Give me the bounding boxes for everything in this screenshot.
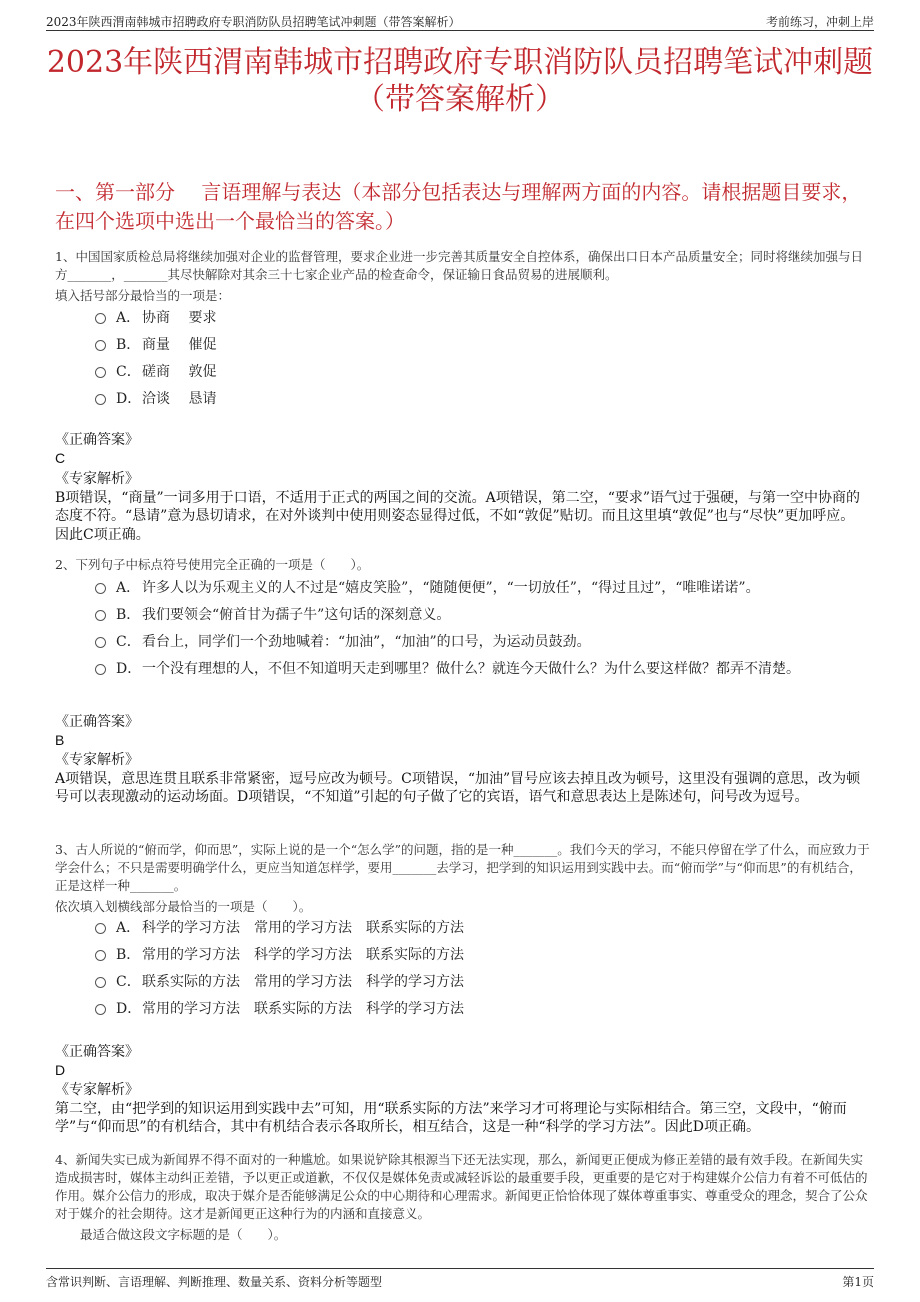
analysis-label: 《专家解析》	[55, 1082, 139, 1098]
header-title: 2023年陕西渭南韩城市招聘政府专职消防队员招聘笔试冲刺题（带答案解析）	[46, 15, 461, 29]
footer-text: 含常识判断、言语理解、判断推理、数量关系、资料分析等题型	[46, 1275, 383, 1289]
radio-icon[interactable]	[95, 394, 106, 405]
analysis-label: 《专家解析》	[55, 471, 139, 487]
option-b[interactable]: B． 常用的学习方法 科学的学习方法 联系实际的方法	[95, 942, 464, 969]
question-3-analysis	[55, 1081, 865, 1137]
radio-icon[interactable]	[95, 977, 106, 988]
question-4-stem: 4、新闻失实已成为新闻界不得不面对的一种尴尬。如果说铲除其根源当下还无法实现，那么，新闻更正便成为修正差错的最有效手段。在新闻失实造成损害时，媒体主动纠正差错，予以更正或道歉，不仅仅是媒体免责或减轻诉讼的最重要手段，更重要的是它对于构建媒介公信力有着不可低估的作用。媒介公信力的形成，取决于媒介是否能够满足公众的中心期待和心理需求。新闻更正恰恰体现了媒体尊重事实、尊重受众的理念，契合了公众对于媒介的社会期待。这才是新闻更正这种行为的内涵和直接意义。	[55, 1152, 868, 1221]
question-1-prompt: 填入括号部分最恰当的一项是：	[55, 288, 231, 303]
question-2-stem: 2、下列句子中标点符号使用完全正确的一项是（ ）。	[55, 557, 370, 572]
document-title	[40, 44, 880, 118]
option-b[interactable]: B． 商量 催促	[95, 332, 216, 359]
question-3-answer	[55, 1043, 865, 1079]
title-line-1: 2023年陕西渭南韩城市招聘政府专职消防队员招聘笔试冲刺题	[46, 45, 874, 80]
page-footer	[46, 1268, 874, 1290]
option-a[interactable]: A． 科学的学习方法 常用的学习方法 联系实际的方法	[95, 915, 464, 942]
answer-label: 《正确答案》	[55, 714, 139, 730]
radio-icon[interactable]	[95, 950, 106, 961]
question-2-answer	[55, 713, 865, 749]
header-slogan: 考前练习，冲刺上岸	[765, 15, 874, 29]
section-heading: 一、第一部分 言语理解与表达（本部分包括表达与理解两方面的内容。请根据题目要求，在四个选项中选出一个最恰当的答案。）	[55, 180, 862, 233]
radio-icon[interactable]	[95, 610, 106, 621]
option-b[interactable]: B． 我们要领会“俯首甘为孺子牛”这句话的深刻意义。	[95, 602, 800, 629]
analysis-label: 《专家解析》	[55, 752, 139, 768]
radio-icon[interactable]	[95, 340, 106, 351]
analysis-text: B项错误，“商量”一词多用于口语，不适用于正式的两国之间的交流。A项错误，第二空，“要求”语气过于强硬，与第一空中协商的态度不符。“恳请”意为恳切请求，在对外谈判中使用则姿态显得过低，不如“敦促”贴切。而且这里填“敦促”也与“尽快”更加呼应。因此C项正确。	[55, 489, 861, 543]
question-3-prompt: 依次填入划横线部分最恰当的一项是（ ）。	[55, 899, 312, 914]
analysis-text: 第二空，由“把学到的知识运用到实践中去”可知，用“联系实际的方法”来学习才可将理论与实际相结合。第三空，文段中，“俯而学”与“仰而思”的有机结合，其中有机结合表示各取所长，相互结合，这是一种“科学的学习方法”。因此D项正确。	[55, 1100, 847, 1135]
answer-label: 《正确答案》	[55, 432, 139, 448]
radio-icon[interactable]	[95, 367, 106, 378]
page-header	[46, 10, 874, 31]
answer-label: 《正确答案》	[55, 1044, 139, 1060]
answer-value: C	[55, 450, 66, 466]
radio-icon[interactable]	[95, 664, 106, 675]
option-a[interactable]: A． 协商 要求	[95, 305, 216, 332]
answer-value: D	[55, 1062, 66, 1078]
question-4-prompt: 最适合做这段文字标题的是（ ）。	[55, 1227, 287, 1242]
analysis-text: A项错误，意思连贯且联系非常紧密，逗号应改为顿号。C项错误，“加油”冒号应该去掉且改为顿号，这里没有强调的意思，改为顿号可以表现激动的运动场面。D项错误，“不知道”引起的句子做了它的宾语，语气和意思表达上是陈述句，问号改为逗号。	[55, 770, 861, 805]
radio-icon[interactable]	[95, 1004, 106, 1015]
radio-icon[interactable]	[95, 583, 106, 594]
question-1-analysis	[55, 470, 865, 544]
title-line-2: （带答案解析）	[355, 82, 565, 117]
option-d[interactable]: D．常用的学习方法 联系实际的方法 科学的学习方法	[95, 996, 464, 1023]
question-3-stem: 3、古人所说的“俯而学，仰而思”，实际上说的是一个“怎么学”的问题，指的是一种_______。我们今天的学习，不能只停留在学了什么，而应致力于学会什么；不只是需要明确学什么，更应当知道怎样学，要用_______去学习，把学到的知识运用到实践中去。而“俯而学”与“仰而思”的有机结合，正是这样一种_______。	[55, 842, 870, 893]
question-2-analysis	[55, 751, 865, 807]
option-c[interactable]: C．磋商 敦促	[95, 359, 216, 386]
option-a[interactable]: A． 许多人以为乐观主义的人不过是“嬉皮笑脸”，“随随便便”，“一切放任”，“得过且过”，“唯唯诺诺”。	[95, 575, 800, 602]
question-3-options	[95, 915, 464, 1023]
option-d[interactable]: D．一个没有理想的人，不但不知道明天走到哪里？做什么？就连今天做什么？为什么要这样做？都弄不清楚。	[95, 656, 800, 683]
radio-icon[interactable]	[95, 923, 106, 934]
answer-value: B	[55, 732, 65, 748]
option-d[interactable]: D．洽谈 恳请	[95, 386, 216, 413]
radio-icon[interactable]	[95, 637, 106, 648]
question-1-answer	[55, 431, 865, 467]
option-c[interactable]: C．看台上，同学们一个劲地喊着：“加油”，“加油”的口号，为运动员鼓劲。	[95, 629, 800, 656]
question-1-stem: 1、中国国家质检总局将继续加强对企业的监督管理，要求企业进一步完善其质量安全自控体系，确保出口日本产品质量安全；同时将继续加强与日方_______，_______其尽快解除对其余三十七家企业产品的检查命令，保证输日食品贸易的进展顺利。	[55, 249, 863, 282]
page-number: 第1页	[842, 1275, 874, 1289]
radio-icon[interactable]	[95, 313, 106, 324]
question-1-options	[95, 305, 216, 413]
option-c[interactable]: C．联系实际的方法 常用的学习方法 科学的学习方法	[95, 969, 464, 996]
question-2-options	[95, 575, 800, 683]
